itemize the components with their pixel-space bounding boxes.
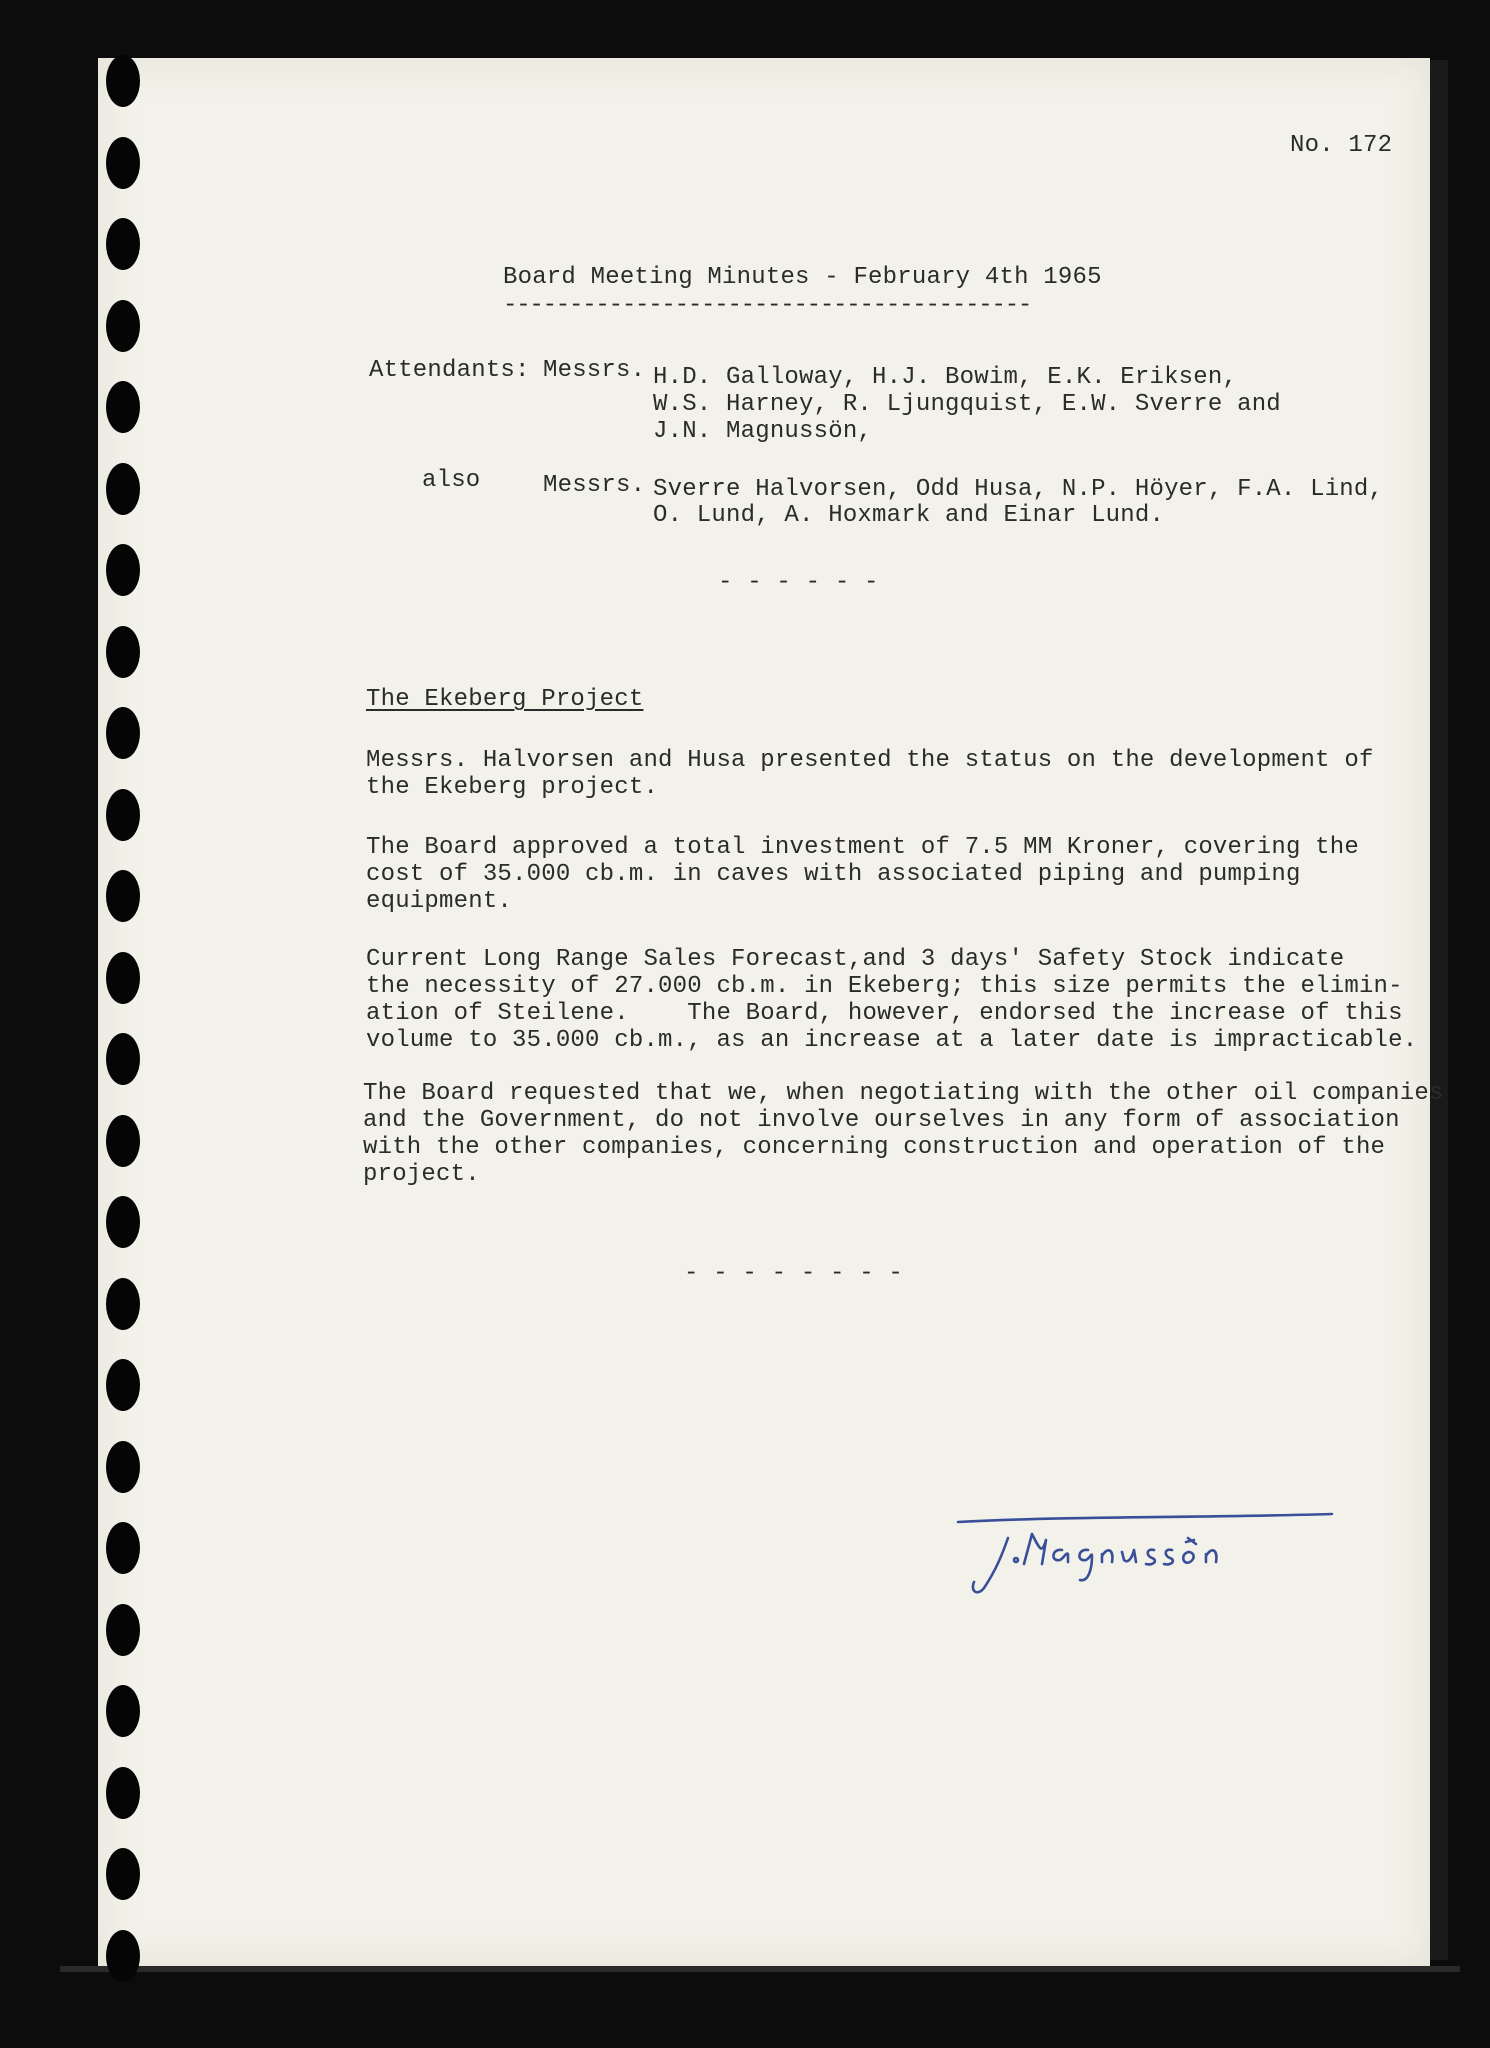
binder-hole [106, 1441, 140, 1493]
paragraph-4-line-3: with the other companies, concerning construction and operation of the [363, 1134, 1386, 1161]
binder-hole [106, 707, 140, 759]
binder-hole [106, 626, 140, 678]
attendants-label: Attendants: [369, 357, 530, 384]
binder-hole [106, 952, 140, 1004]
paragraph-1-line-2: the Ekeberg project. [366, 774, 659, 801]
binder-hole [106, 1359, 140, 1411]
also-line-1: Sverre Halvorsen, Odd Husa, N.P. Höyer, F.A. Lind, [653, 476, 1384, 503]
binder-hole [106, 1604, 140, 1656]
binder-hole [106, 137, 140, 189]
binder-hole [106, 789, 140, 841]
binder-hole [106, 218, 140, 270]
paragraph-2-line-1: The Board approved a total investment of 7.5 MM Kroner, covering the [366, 834, 1359, 861]
attendants-line-3: J.N. Magnussön, [653, 418, 873, 445]
binder-hole [106, 1767, 140, 1819]
paragraph-3-line-1: Current Long Range Sales Forecast,and 3 days' Safety Stock indicate [366, 946, 1345, 973]
binder-hole [106, 381, 140, 433]
binder-hole [106, 1848, 140, 1900]
binder-hole [106, 1033, 140, 1085]
binder-hole [106, 1196, 140, 1248]
binder-hole [106, 1930, 140, 1982]
binder-hole [106, 870, 140, 922]
paragraph-4-line-1: The Board requested that we, when negotiating with the other oil companies [363, 1080, 1444, 1107]
paragraph-4-line-4: project. [363, 1161, 480, 1188]
paragraph-1-line-1: Messrs. Halvorsen and Husa presented the status on the development of [366, 747, 1374, 774]
title-rule: ---------------------------------------- [503, 292, 1032, 319]
attendants-line-1: H.D. Galloway, H.J. Bowim, E.K. Eriksen, [653, 364, 1238, 391]
separator-2: - - - - - - - - [684, 1260, 904, 1287]
binder-hole [106, 1278, 140, 1330]
handwritten-signature [950, 1510, 1350, 1600]
paragraph-2-line-2: cost of 35.000 cb.m. in caves with associated piping and pumping [366, 861, 1301, 888]
paragraph-3-line-4: volume to 35.000 cb.m., as an increase at a later date is impracticable. [366, 1027, 1418, 1054]
also-label: also [422, 467, 481, 494]
paragraph-3-line-3: ation of Steilene. The Board, however, endorsed the increase of this [366, 1000, 1403, 1027]
binder-hole [106, 300, 140, 352]
binder-edge [1430, 60, 1448, 1960]
binder-hole [106, 544, 140, 596]
binder-hole [106, 1685, 140, 1737]
document-title: Board Meeting Minutes - February 4th 1965 [503, 264, 1102, 291]
page-bottom-edge [60, 1966, 1460, 1972]
page-number: No. 172 [1290, 132, 1393, 159]
also-line-2: O. Lund, A. Hoxmark and Einar Lund. [653, 502, 1165, 529]
section-heading: The Ekeberg Project [366, 686, 644, 713]
attendants-prefix: Messrs. [543, 357, 646, 384]
binder-hole [106, 1115, 140, 1167]
binder-hole [106, 55, 140, 107]
paragraph-2-line-3: equipment. [366, 888, 513, 915]
also-prefix: Messrs. [543, 472, 646, 499]
paragraph-4-line-2: and the Government, do not involve ourselves in any form of association [363, 1107, 1400, 1134]
paragraph-3-line-2: the necessity of 27.000 cb.m. in Ekeberg; this size permits the elimin- [366, 973, 1403, 1000]
binder-hole [106, 1522, 140, 1574]
attendants-line-2: W.S. Harney, R. Ljungquist, E.W. Sverre and [653, 391, 1281, 418]
separator-1: - - - - - - [718, 569, 879, 596]
binder-hole [106, 463, 140, 515]
